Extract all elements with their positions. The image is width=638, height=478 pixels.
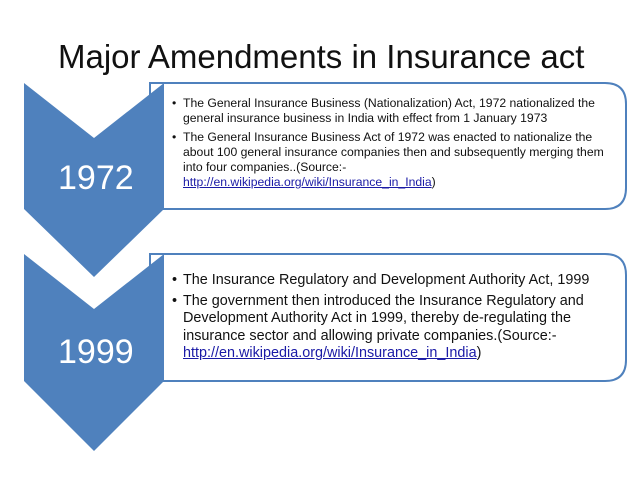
content-text-1999: [172, 272, 620, 366]
slide-title: Major Amendments in Insurance act: [58, 38, 585, 75]
bullet-glyph: •: [172, 130, 177, 144]
bullet-text: The government then introduced the Insurance Regulatory and Development Authority Act in 1999, thereby de-regulating the insurance sector and allowing private companies.(Source:-: [183, 292, 584, 344]
source-link[interactable]: http://en.wikipedia.org/wiki/Insurance_in_India: [183, 345, 477, 361]
bullet-glyph: •: [172, 272, 178, 288]
closing-paren: ): [431, 175, 436, 189]
year-label-1972: 1972: [58, 159, 134, 197]
bullet-glyph: •: [172, 292, 178, 309]
bullet-glyph: •: [172, 96, 177, 110]
bullet-item: [172, 293, 620, 363]
bullet-item: [172, 130, 620, 190]
bullet-text: The General Insurance Business Act of 1972 was enacted to nationalize the about 100 general insurance companies then and subsequently merging them into four companies..(Source:-: [183, 130, 604, 174]
bullet-item: [172, 272, 620, 290]
content-text-1972: [172, 96, 620, 194]
closing-paren: ): [476, 345, 482, 361]
year-label-1999: 1999: [58, 333, 134, 371]
bullet-item: [172, 96, 620, 126]
bullet-text: The Insurance Regulatory and Development Authority Act, 1999: [183, 272, 590, 288]
bullet-text: The General Insurance Business (Nationalization) Act, 1972 nationalized the general insurance business in India with effect from 1 January 1973: [183, 96, 595, 125]
source-link[interactable]: http://en.wikipedia.org/wiki/Insurance_in_India: [183, 175, 432, 189]
